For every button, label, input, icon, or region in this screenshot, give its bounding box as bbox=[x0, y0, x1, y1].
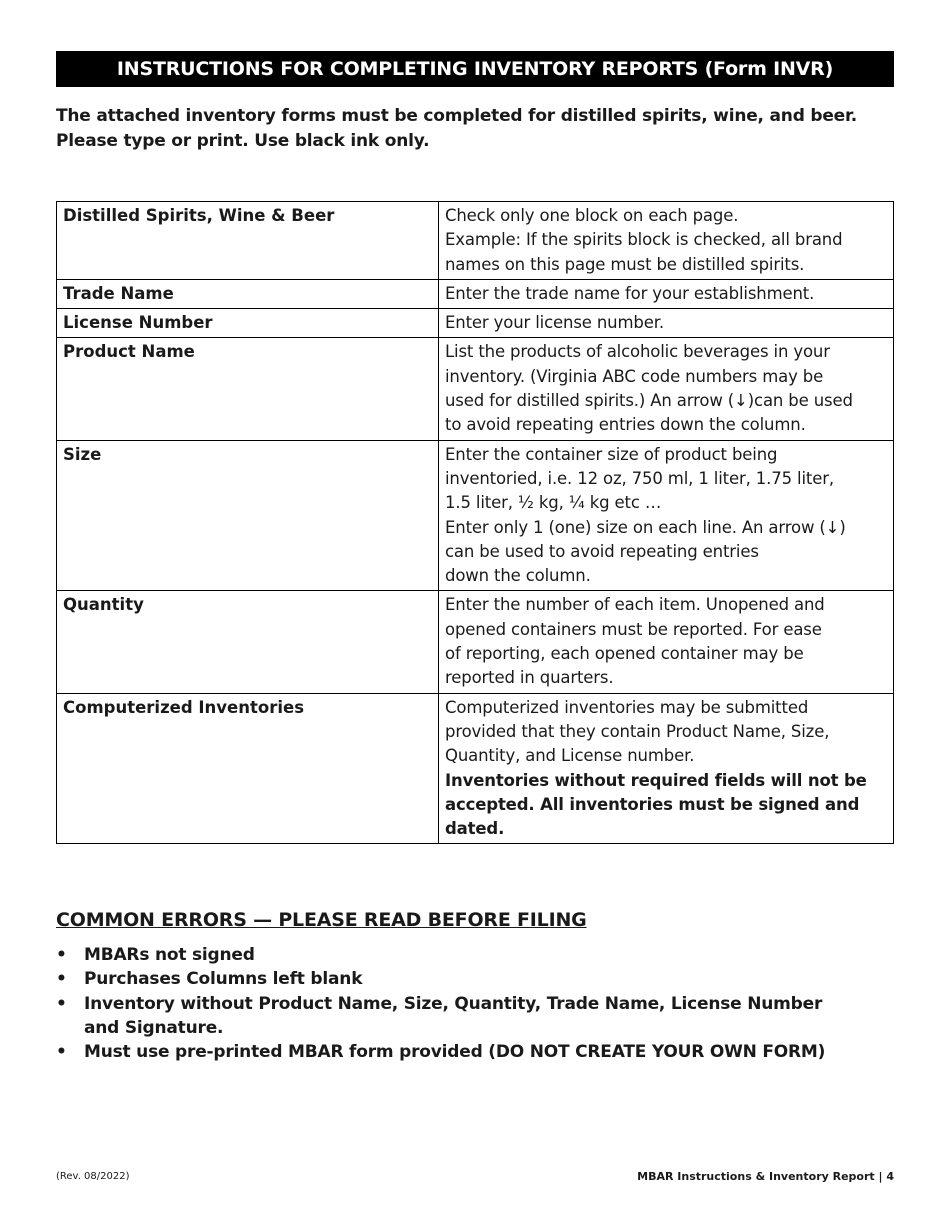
field-name-cell: Product Name bbox=[57, 338, 439, 440]
list-item bbox=[56, 943, 896, 967]
error-text: Must use pre-printed MBAR form provided (DO NOT CREATE YOUR OWN FORM) bbox=[84, 1042, 826, 1063]
common-errors-heading: COMMON ERRORS — PLEASE READ BEFORE FILING bbox=[56, 909, 587, 931]
field-name-cell: License Number bbox=[57, 309, 439, 338]
instruction-line: Example: If the spirits block is checked, all brand bbox=[445, 230, 843, 250]
instruction-line: names on this page must be distilled spirits. bbox=[445, 254, 805, 274]
instruction-line: opened containers must be reported. For ease bbox=[445, 619, 822, 639]
field-instruction-cell bbox=[439, 591, 894, 693]
instruction-line: inventory. (Virginia ABC code numbers may be bbox=[445, 366, 824, 386]
field-name-cell: Quantity bbox=[57, 591, 439, 693]
field-instruction-cell bbox=[439, 440, 894, 591]
instruction-line: can be used to avoid repeating entries bbox=[445, 541, 759, 561]
instruction-warning-line: accepted. All inventories must be signed and bbox=[445, 794, 860, 814]
instruction-line: inventoried, i.e. 12 oz, 750 ml, 1 liter, 1.75 liter, bbox=[445, 468, 834, 488]
common-errors-list bbox=[56, 943, 896, 1064]
field-instruction-cell bbox=[439, 693, 894, 844]
intro-text bbox=[56, 104, 896, 154]
instruction-line: List the products of alcoholic beverages in your bbox=[445, 342, 830, 362]
instructions-table bbox=[56, 201, 894, 844]
table-row bbox=[57, 693, 894, 844]
list-item bbox=[56, 992, 896, 1041]
instruction-line: down the column. bbox=[445, 566, 591, 586]
instruction-line: to avoid repeating entries down the column. bbox=[445, 415, 806, 435]
bullet-icon: • bbox=[56, 945, 67, 965]
bullet-icon: • bbox=[56, 993, 67, 1014]
page-title: INSTRUCTIONS FOR COMPLETING INVENTORY REPORTS (Form INVR) bbox=[56, 51, 894, 87]
table-row bbox=[57, 338, 894, 440]
instruction-line: reported in quarters. bbox=[445, 668, 614, 688]
table-row bbox=[57, 309, 894, 338]
instruction-line: Enter the number of each item. Unopened and bbox=[445, 595, 825, 615]
field-name-cell: Size bbox=[57, 440, 439, 591]
instruction-line: Enter the container size of product being bbox=[445, 444, 778, 464]
list-item bbox=[56, 967, 896, 991]
field-name-cell: Distilled Spirits, Wine & Beer bbox=[57, 202, 439, 280]
intro-line: The attached inventory forms must be completed for distilled spirits, wine, and beer. bbox=[56, 106, 858, 126]
table-row bbox=[57, 591, 894, 693]
error-text: and Signature. bbox=[84, 1017, 224, 1038]
table-row bbox=[57, 202, 894, 280]
field-instruction-cell bbox=[439, 202, 894, 280]
field-name-cell: Trade Name bbox=[57, 279, 439, 308]
table-row bbox=[57, 279, 894, 308]
error-text: Inventory without Product Name, Size, Quantity, Trade Name, License Number bbox=[84, 993, 823, 1014]
instruction-line: used for distilled spirits.) An arrow (↓)can be used bbox=[445, 391, 853, 411]
list-item bbox=[56, 1040, 896, 1064]
instruction-warning-line: Inventories without required fields will not be bbox=[445, 770, 867, 790]
page-footer-label: MBAR Instructions & Inventory Report | 4 bbox=[637, 1170, 894, 1183]
field-instruction-cell bbox=[439, 309, 894, 338]
table-row bbox=[57, 440, 894, 591]
field-instruction-cell bbox=[439, 338, 894, 440]
instruction-line: Quantity, and License number. bbox=[445, 746, 695, 766]
instruction-line: Enter the trade name for your establishment. bbox=[445, 283, 815, 303]
field-instruction-cell bbox=[439, 279, 894, 308]
bullet-icon: • bbox=[56, 1042, 67, 1063]
instruction-line: Enter only 1 (one) size on each line. An arrow (↓) bbox=[445, 517, 846, 537]
instruction-line: Check only one block on each page. bbox=[445, 206, 739, 225]
instruction-line: provided that they contain Product Name, Size, bbox=[445, 721, 830, 741]
instruction-warning-line: dated. bbox=[445, 819, 505, 839]
bullet-icon: • bbox=[56, 969, 67, 990]
error-text: MBARs not signed bbox=[84, 945, 255, 965]
instruction-line: Enter your license number. bbox=[445, 313, 664, 333]
field-name-cell: Computerized Inventories bbox=[57, 693, 439, 844]
revision-date: (Rev. 08/2022) bbox=[56, 1171, 130, 1182]
instruction-line: Computerized inventories may be submitted bbox=[445, 697, 809, 717]
instruction-line: 1.5 liter, ½ kg, ¼ kg etc … bbox=[445, 493, 662, 513]
instruction-line: of reporting, each opened container may be bbox=[445, 644, 804, 664]
intro-line: Please type or print. Use black ink only. bbox=[56, 131, 430, 151]
error-text: Purchases Columns left blank bbox=[84, 969, 363, 990]
